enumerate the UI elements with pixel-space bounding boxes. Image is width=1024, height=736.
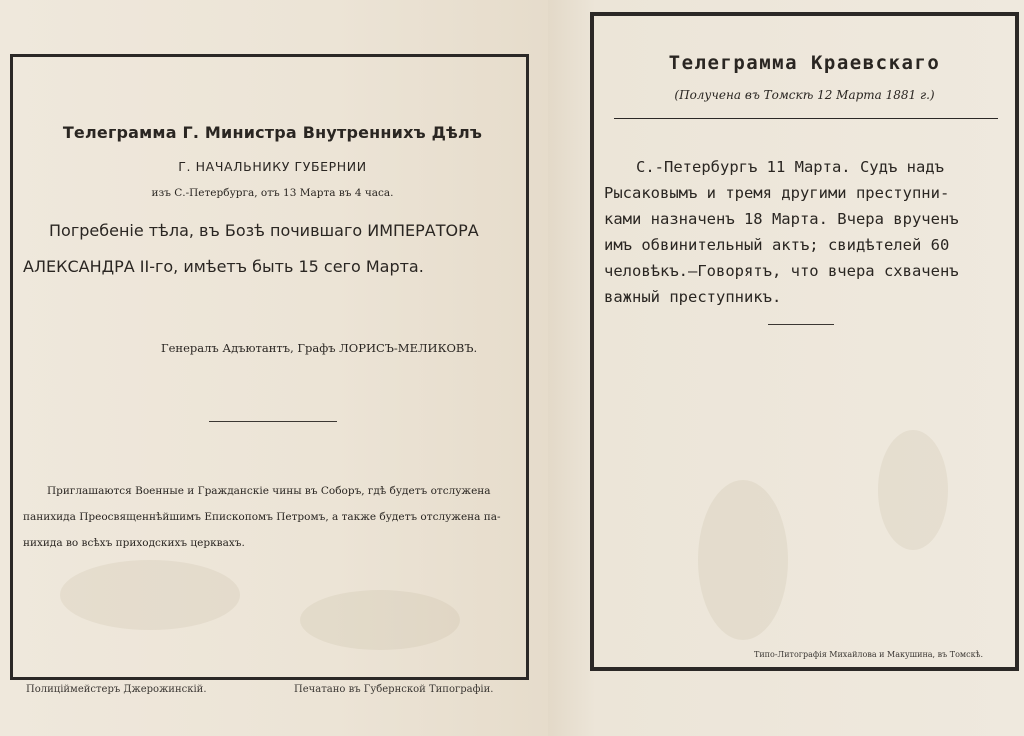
left-footer-police-chief: Полицiймейстеръ Джерожинскiй. <box>26 684 207 695</box>
right-printer-imprint: Типо-Литографiя Михайлова и Макушина, въ Томскѣ. <box>754 650 983 659</box>
left-document-addressee: Г. НАЧАЛЬНИКУ ГУБЕРНИИ <box>178 159 367 174</box>
left-document-frame <box>10 54 529 680</box>
left-invitation-line-2: панихида Преосвященнѣйшимъ Епископомъ Петромъ, а также будетъ отслужена па- <box>23 511 501 523</box>
right-body-line-5: человѣкъ.—Говорятъ, что вчера схваченъ <box>604 262 959 280</box>
left-footer-printer: Печатано въ Губернской Типографiи. <box>294 684 494 695</box>
right-document-frame <box>590 12 1019 671</box>
left-signature: Генералъ Адъютантъ, Графъ ЛОРИСЪ-МЕЛИКОВЪ. <box>161 341 478 355</box>
left-body-line-1: Погребенiе тѣла, въ Бозѣ почившаго ИМПЕРАТОРА <box>49 221 479 240</box>
right-divider-line <box>768 324 834 325</box>
right-body-line-3: ками назначенъ 18 Марта. Вчера врученъ <box>604 210 959 228</box>
left-document-title: Телеграмма Г. Министра Внутреннихъ Дѣлъ <box>62 123 483 142</box>
right-telegram-sheet <box>548 0 1024 736</box>
right-header-rule <box>614 118 998 119</box>
right-body-line-2: Рысаковымъ и тремя другими преступни- <box>604 184 950 202</box>
right-received-note: (Получена въ Томскѣ 12 Марта 1881 г.) <box>674 88 935 102</box>
right-body-line-1: С.-Петербургъ 11 Марта. Судъ надъ <box>636 158 944 176</box>
left-invitation-line-3: нихида во всѣхъ приходскихъ церквахъ. <box>23 537 245 549</box>
left-document-origin: изъ С.-Петербурга, отъ 13 Марта въ 4 часа. <box>151 187 394 199</box>
left-body-line-2: АЛЕКСАНДРА II-го, имѣетъ быть 15 сего Марта. <box>23 257 424 276</box>
left-invitation-line-1: Приглашаются Военные и Гражданскіе чины въ Соборъ, гдѣ будетъ отслужена <box>47 485 491 497</box>
left-divider-line <box>209 421 337 422</box>
right-document-title: Телеграмма Краевскаго <box>668 52 941 74</box>
right-body-line-6: важный преступникъ. <box>604 288 782 306</box>
right-body-line-4: имъ обвинительный актъ; свидѣтелей 60 <box>604 236 950 254</box>
